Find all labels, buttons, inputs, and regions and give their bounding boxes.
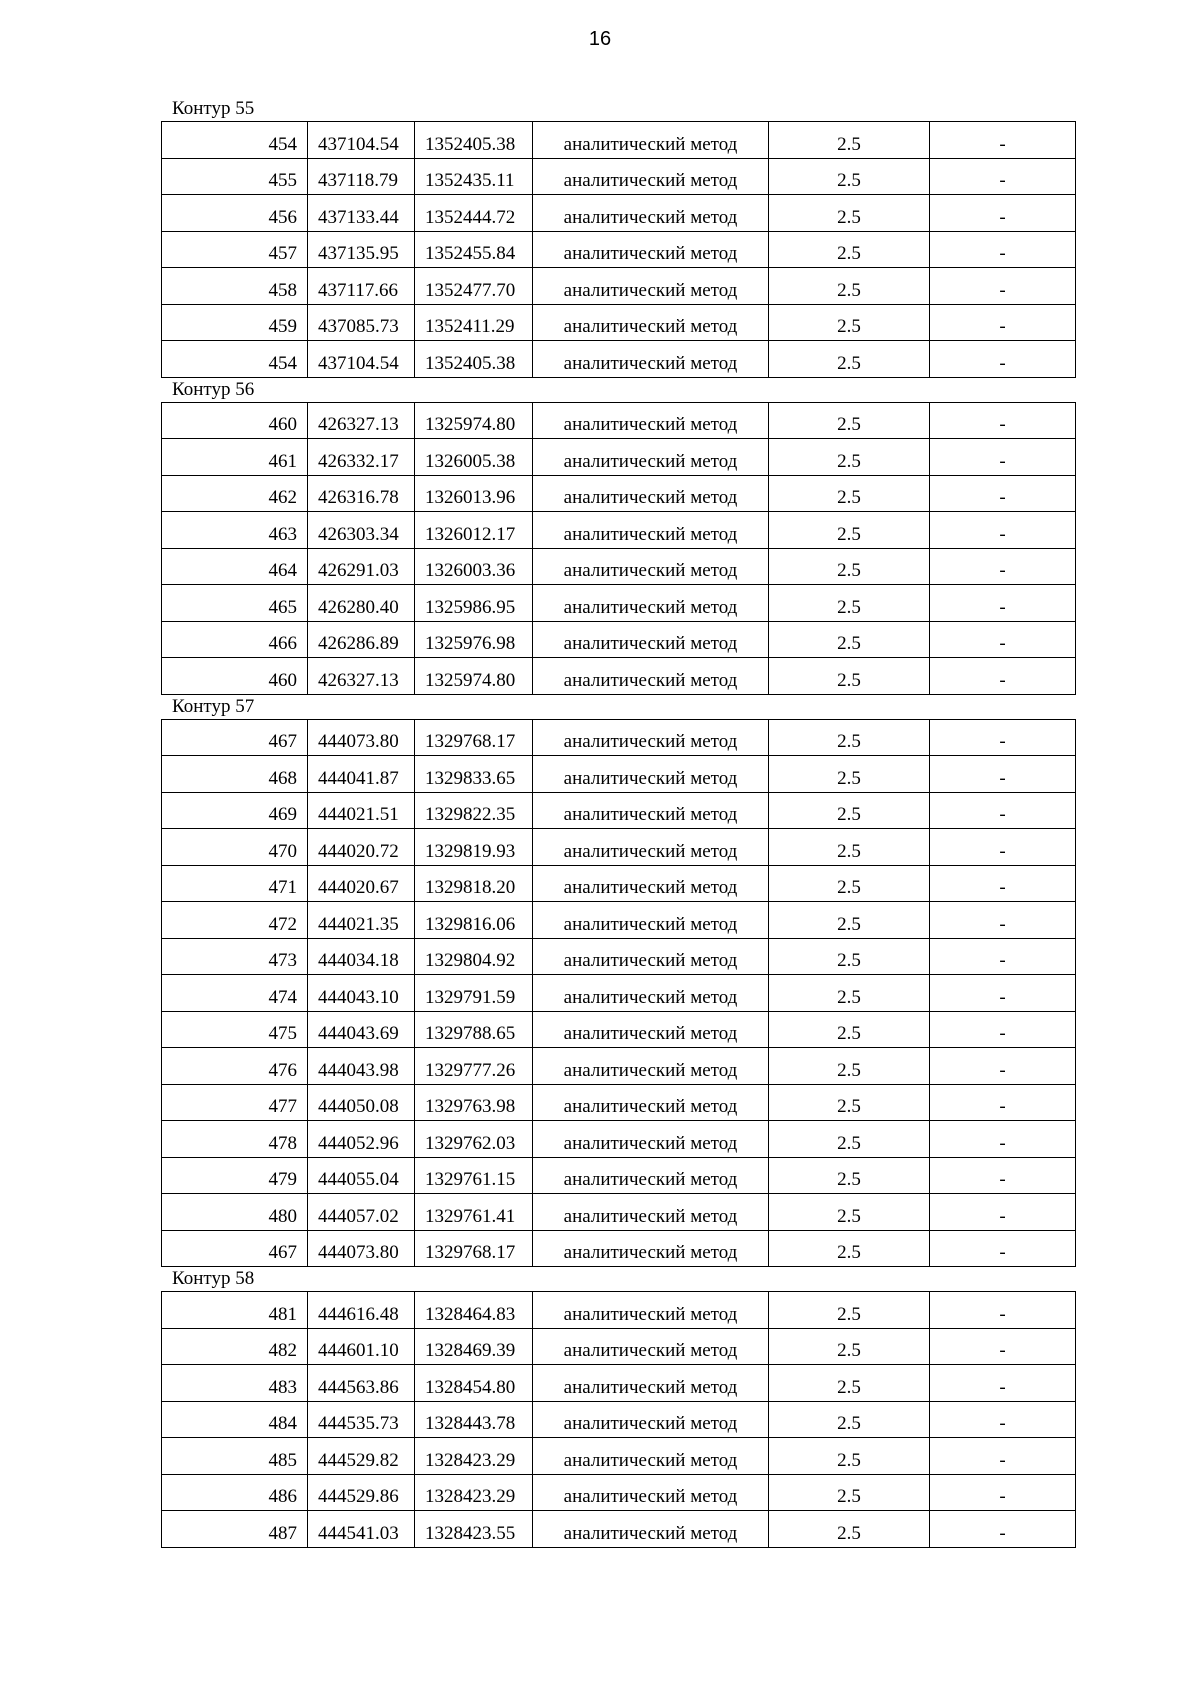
description-cell: - xyxy=(930,439,1076,476)
x-coordinate-cell: 426280.40 xyxy=(308,585,415,622)
point-number-cell: 467 xyxy=(162,719,308,756)
table-row xyxy=(162,902,1076,939)
method-cell: аналитический метод xyxy=(533,1474,769,1511)
table-row xyxy=(162,829,1076,866)
y-coordinate-cell: 1329761.15 xyxy=(415,1157,533,1194)
accuracy-cell: 2.5 xyxy=(769,719,930,756)
y-coordinate-cell: 1329816.06 xyxy=(415,902,533,939)
point-number-cell: 483 xyxy=(162,1365,308,1402)
y-coordinate-cell: 1325976.98 xyxy=(415,621,533,658)
section-title: Контур 56 xyxy=(172,378,255,400)
table-row xyxy=(162,439,1076,476)
y-coordinate-cell: 1329788.65 xyxy=(415,1011,533,1048)
table-row xyxy=(162,1084,1076,1121)
accuracy-cell: 2.5 xyxy=(769,658,930,695)
accuracy-cell: 2.5 xyxy=(769,865,930,902)
table-row xyxy=(162,402,1076,439)
table-row xyxy=(162,1438,1076,1475)
description-cell: - xyxy=(930,195,1076,232)
x-coordinate-cell: 444616.48 xyxy=(308,1292,415,1329)
x-coordinate-cell: 426286.89 xyxy=(308,621,415,658)
method-cell: аналитический метод xyxy=(533,585,769,622)
x-coordinate-cell: 444043.10 xyxy=(308,975,415,1012)
point-number-cell: 475 xyxy=(162,1011,308,1048)
x-coordinate-cell: 426303.34 xyxy=(308,512,415,549)
description-cell: - xyxy=(930,756,1076,793)
x-coordinate-cell: 444073.80 xyxy=(308,1230,415,1267)
point-number-cell: 469 xyxy=(162,792,308,829)
x-coordinate-cell: 437104.54 xyxy=(308,122,415,159)
accuracy-cell: 2.5 xyxy=(769,475,930,512)
method-cell: аналитический метод xyxy=(533,621,769,658)
x-coordinate-cell: 426332.17 xyxy=(308,439,415,476)
coordinates-table xyxy=(161,1291,1076,1548)
x-coordinate-cell: 437117.66 xyxy=(308,268,415,305)
accuracy-cell: 2.5 xyxy=(769,902,930,939)
point-number-cell: 470 xyxy=(162,829,308,866)
y-coordinate-cell: 1328469.39 xyxy=(415,1328,533,1365)
x-coordinate-cell: 426327.13 xyxy=(308,402,415,439)
document-body xyxy=(161,97,1075,1548)
point-number-cell: 482 xyxy=(162,1328,308,1365)
method-cell: аналитический метод xyxy=(533,792,769,829)
point-number-cell: 474 xyxy=(162,975,308,1012)
table-row xyxy=(162,938,1076,975)
y-coordinate-cell: 1329791.59 xyxy=(415,975,533,1012)
table-row xyxy=(162,548,1076,585)
y-coordinate-cell: 1326005.38 xyxy=(415,439,533,476)
method-cell: аналитический метод xyxy=(533,304,769,341)
accuracy-cell: 2.5 xyxy=(769,268,930,305)
description-cell: - xyxy=(930,1328,1076,1365)
method-cell: аналитический метод xyxy=(533,1328,769,1365)
method-cell: аналитический метод xyxy=(533,1011,769,1048)
description-cell: - xyxy=(930,1365,1076,1402)
contour-section xyxy=(161,378,1075,695)
table-row xyxy=(162,122,1076,159)
point-number-cell: 454 xyxy=(162,341,308,378)
description-cell: - xyxy=(930,1048,1076,1085)
table-row xyxy=(162,1194,1076,1231)
method-cell: аналитический метод xyxy=(533,902,769,939)
y-coordinate-cell: 1329768.17 xyxy=(415,1230,533,1267)
coordinates-table xyxy=(161,402,1076,695)
accuracy-cell: 2.5 xyxy=(769,1084,930,1121)
description-cell: - xyxy=(930,865,1076,902)
point-number-cell: 476 xyxy=(162,1048,308,1085)
table-row xyxy=(162,304,1076,341)
method-cell: аналитический метод xyxy=(533,439,769,476)
method-cell: аналитический метод xyxy=(533,1230,769,1267)
point-number-cell: 487 xyxy=(162,1511,308,1548)
accuracy-cell: 2.5 xyxy=(769,341,930,378)
point-number-cell: 465 xyxy=(162,585,308,622)
description-cell: - xyxy=(930,268,1076,305)
accuracy-cell: 2.5 xyxy=(769,304,930,341)
description-cell: - xyxy=(930,341,1076,378)
description-cell: - xyxy=(930,938,1076,975)
point-number-cell: 478 xyxy=(162,1121,308,1158)
x-coordinate-cell: 437135.95 xyxy=(308,231,415,268)
x-coordinate-cell: 444541.03 xyxy=(308,1511,415,1548)
description-cell: - xyxy=(930,1194,1076,1231)
point-number-cell: 467 xyxy=(162,1230,308,1267)
section-title: Контур 55 xyxy=(172,98,255,119)
point-number-cell: 460 xyxy=(162,658,308,695)
y-coordinate-cell: 1326012.17 xyxy=(415,512,533,549)
table-row xyxy=(162,195,1076,232)
accuracy-cell: 2.5 xyxy=(769,1157,930,1194)
description-cell: - xyxy=(930,1438,1076,1475)
y-coordinate-cell: 1325974.80 xyxy=(415,402,533,439)
description-cell: - xyxy=(930,158,1076,195)
description-cell: - xyxy=(930,829,1076,866)
method-cell: аналитический метод xyxy=(533,719,769,756)
accuracy-cell: 2.5 xyxy=(769,1438,930,1475)
method-cell: аналитический метод xyxy=(533,231,769,268)
y-coordinate-cell: 1326003.36 xyxy=(415,548,533,585)
description-cell: - xyxy=(930,621,1076,658)
method-cell: аналитический метод xyxy=(533,829,769,866)
contour-section xyxy=(161,97,1075,378)
description-cell: - xyxy=(930,1401,1076,1438)
y-coordinate-cell: 1328454.80 xyxy=(415,1365,533,1402)
point-number-cell: 458 xyxy=(162,268,308,305)
y-coordinate-cell: 1328423.55 xyxy=(415,1511,533,1548)
table-row xyxy=(162,1511,1076,1548)
accuracy-cell: 2.5 xyxy=(769,1401,930,1438)
point-number-cell: 468 xyxy=(162,756,308,793)
method-cell: аналитический метод xyxy=(533,1121,769,1158)
accuracy-cell: 2.5 xyxy=(769,938,930,975)
page-number: 16 xyxy=(588,28,612,50)
accuracy-cell: 2.5 xyxy=(769,1365,930,1402)
point-number-cell: 456 xyxy=(162,195,308,232)
table-row xyxy=(162,268,1076,305)
method-cell: аналитический метод xyxy=(533,341,769,378)
x-coordinate-cell: 437104.54 xyxy=(308,341,415,378)
x-coordinate-cell: 444601.10 xyxy=(308,1328,415,1365)
y-coordinate-cell: 1352435.11 xyxy=(415,158,533,195)
method-cell: аналитический метод xyxy=(533,1157,769,1194)
method-cell: аналитический метод xyxy=(533,1084,769,1121)
method-cell: аналитический метод xyxy=(533,1292,769,1329)
accuracy-cell: 2.5 xyxy=(769,122,930,159)
y-coordinate-cell: 1328464.83 xyxy=(415,1292,533,1329)
y-coordinate-cell: 1329763.98 xyxy=(415,1084,533,1121)
point-number-cell: 473 xyxy=(162,938,308,975)
x-coordinate-cell: 444021.51 xyxy=(308,792,415,829)
description-cell: - xyxy=(930,304,1076,341)
x-coordinate-cell: 444021.35 xyxy=(308,902,415,939)
contour-section xyxy=(161,695,1075,1268)
accuracy-cell: 2.5 xyxy=(769,1328,930,1365)
accuracy-cell: 2.5 xyxy=(769,195,930,232)
point-number-cell: 471 xyxy=(162,865,308,902)
y-coordinate-cell: 1329761.41 xyxy=(415,1194,533,1231)
point-number-cell: 464 xyxy=(162,548,308,585)
description-cell: - xyxy=(930,1121,1076,1158)
accuracy-cell: 2.5 xyxy=(769,231,930,268)
table-row xyxy=(162,231,1076,268)
table-row xyxy=(162,865,1076,902)
method-cell: аналитический метод xyxy=(533,1438,769,1475)
accuracy-cell: 2.5 xyxy=(769,1230,930,1267)
description-cell: - xyxy=(930,122,1076,159)
method-cell: аналитический метод xyxy=(533,1511,769,1548)
y-coordinate-cell: 1329822.35 xyxy=(415,792,533,829)
point-number-cell: 459 xyxy=(162,304,308,341)
table-row xyxy=(162,1011,1076,1048)
x-coordinate-cell: 444073.80 xyxy=(308,719,415,756)
method-cell: аналитический метод xyxy=(533,548,769,585)
description-cell: - xyxy=(930,1511,1076,1548)
x-coordinate-cell: 444529.86 xyxy=(308,1474,415,1511)
table-row xyxy=(162,1230,1076,1267)
table-row xyxy=(162,975,1076,1012)
y-coordinate-cell: 1325974.80 xyxy=(415,658,533,695)
method-cell: аналитический метод xyxy=(533,402,769,439)
description-cell: - xyxy=(930,792,1076,829)
table-row xyxy=(162,1401,1076,1438)
method-cell: аналитический метод xyxy=(533,195,769,232)
method-cell: аналитический метод xyxy=(533,158,769,195)
table-row xyxy=(162,719,1076,756)
description-cell: - xyxy=(930,475,1076,512)
method-cell: аналитический метод xyxy=(533,475,769,512)
description-cell: - xyxy=(930,585,1076,622)
description-cell: - xyxy=(930,512,1076,549)
method-cell: аналитический метод xyxy=(533,938,769,975)
y-coordinate-cell: 1329833.65 xyxy=(415,756,533,793)
table-row xyxy=(162,658,1076,695)
coordinates-table xyxy=(161,719,1076,1268)
y-coordinate-cell: 1352455.84 xyxy=(415,231,533,268)
x-coordinate-cell: 444043.98 xyxy=(308,1048,415,1085)
description-cell: - xyxy=(930,1474,1076,1511)
x-coordinate-cell: 444050.08 xyxy=(308,1084,415,1121)
x-coordinate-cell: 444057.02 xyxy=(308,1194,415,1231)
point-number-cell: 480 xyxy=(162,1194,308,1231)
accuracy-cell: 2.5 xyxy=(769,1048,930,1085)
x-coordinate-cell: 444563.86 xyxy=(308,1365,415,1402)
method-cell: аналитический метод xyxy=(533,268,769,305)
y-coordinate-cell: 1352477.70 xyxy=(415,268,533,305)
method-cell: аналитический метод xyxy=(533,122,769,159)
table-row xyxy=(162,1474,1076,1511)
accuracy-cell: 2.5 xyxy=(769,1011,930,1048)
point-number-cell: 479 xyxy=(162,1157,308,1194)
accuracy-cell: 2.5 xyxy=(769,1121,930,1158)
table-row xyxy=(162,792,1076,829)
point-number-cell: 484 xyxy=(162,1401,308,1438)
accuracy-cell: 2.5 xyxy=(769,548,930,585)
y-coordinate-cell: 1326013.96 xyxy=(415,475,533,512)
accuracy-cell: 2.5 xyxy=(769,585,930,622)
y-coordinate-cell: 1329768.17 xyxy=(415,719,533,756)
y-coordinate-cell: 1328443.78 xyxy=(415,1401,533,1438)
description-cell: - xyxy=(930,548,1076,585)
description-cell: - xyxy=(930,1011,1076,1048)
description-cell: - xyxy=(930,1157,1076,1194)
section-title: Контур 58 xyxy=(172,1268,255,1289)
x-coordinate-cell: 426291.03 xyxy=(308,548,415,585)
method-cell: аналитический метод xyxy=(533,1401,769,1438)
y-coordinate-cell: 1352405.38 xyxy=(415,341,533,378)
point-number-cell: 462 xyxy=(162,475,308,512)
accuracy-cell: 2.5 xyxy=(769,402,930,439)
description-cell: - xyxy=(930,1230,1076,1267)
description-cell: - xyxy=(930,719,1076,756)
table-row xyxy=(162,512,1076,549)
accuracy-cell: 2.5 xyxy=(769,158,930,195)
description-cell: - xyxy=(930,658,1076,695)
y-coordinate-cell: 1329762.03 xyxy=(415,1121,533,1158)
accuracy-cell: 2.5 xyxy=(769,975,930,1012)
table-row xyxy=(162,1048,1076,1085)
x-coordinate-cell: 444020.72 xyxy=(308,829,415,866)
x-coordinate-cell: 444529.82 xyxy=(308,1438,415,1475)
point-number-cell: 485 xyxy=(162,1438,308,1475)
x-coordinate-cell: 426327.13 xyxy=(308,658,415,695)
description-cell: - xyxy=(930,1084,1076,1121)
y-coordinate-cell: 1352405.38 xyxy=(415,122,533,159)
x-coordinate-cell: 444055.04 xyxy=(308,1157,415,1194)
y-coordinate-cell: 1325986.95 xyxy=(415,585,533,622)
accuracy-cell: 2.5 xyxy=(769,621,930,658)
x-coordinate-cell: 437118.79 xyxy=(308,158,415,195)
description-cell: - xyxy=(930,902,1076,939)
accuracy-cell: 2.5 xyxy=(769,792,930,829)
table-row xyxy=(162,1328,1076,1365)
x-coordinate-cell: 444052.96 xyxy=(308,1121,415,1158)
y-coordinate-cell: 1329818.20 xyxy=(415,865,533,902)
accuracy-cell: 2.5 xyxy=(769,1194,930,1231)
y-coordinate-cell: 1328423.29 xyxy=(415,1438,533,1475)
point-number-cell: 457 xyxy=(162,231,308,268)
x-coordinate-cell: 426316.78 xyxy=(308,475,415,512)
y-coordinate-cell: 1352411.29 xyxy=(415,304,533,341)
table-row xyxy=(162,585,1076,622)
accuracy-cell: 2.5 xyxy=(769,512,930,549)
table-row xyxy=(162,1157,1076,1194)
table-row xyxy=(162,756,1076,793)
point-number-cell: 455 xyxy=(162,158,308,195)
description-cell: - xyxy=(930,231,1076,268)
description-cell: - xyxy=(930,975,1076,1012)
table-row xyxy=(162,341,1076,378)
coordinates-table xyxy=(161,121,1076,378)
point-number-cell: 472 xyxy=(162,902,308,939)
table-row xyxy=(162,1365,1076,1402)
x-coordinate-cell: 444020.67 xyxy=(308,865,415,902)
table-row xyxy=(162,158,1076,195)
x-coordinate-cell: 437085.73 xyxy=(308,304,415,341)
point-number-cell: 460 xyxy=(162,402,308,439)
point-number-cell: 466 xyxy=(162,621,308,658)
description-cell: - xyxy=(930,402,1076,439)
point-number-cell: 481 xyxy=(162,1292,308,1329)
accuracy-cell: 2.5 xyxy=(769,756,930,793)
point-number-cell: 461 xyxy=(162,439,308,476)
point-number-cell: 463 xyxy=(162,512,308,549)
table-row xyxy=(162,1292,1076,1329)
x-coordinate-cell: 444043.69 xyxy=(308,1011,415,1048)
table-row xyxy=(162,621,1076,658)
x-coordinate-cell: 444535.73 xyxy=(308,1401,415,1438)
method-cell: аналитический метод xyxy=(533,975,769,1012)
method-cell: аналитический метод xyxy=(533,865,769,902)
y-coordinate-cell: 1329777.26 xyxy=(415,1048,533,1085)
x-coordinate-cell: 444034.18 xyxy=(308,938,415,975)
accuracy-cell: 2.5 xyxy=(769,1511,930,1548)
accuracy-cell: 2.5 xyxy=(769,1292,930,1329)
section-title: Контур 57 xyxy=(172,695,255,717)
method-cell: аналитический метод xyxy=(533,658,769,695)
table-row xyxy=(162,1121,1076,1158)
method-cell: аналитический метод xyxy=(533,1365,769,1402)
y-coordinate-cell: 1329819.93 xyxy=(415,829,533,866)
point-number-cell: 454 xyxy=(162,122,308,159)
x-coordinate-cell: 437133.44 xyxy=(308,195,415,232)
method-cell: аналитический метод xyxy=(533,512,769,549)
y-coordinate-cell: 1352444.72 xyxy=(415,195,533,232)
method-cell: аналитический метод xyxy=(533,756,769,793)
accuracy-cell: 2.5 xyxy=(769,439,930,476)
point-number-cell: 486 xyxy=(162,1474,308,1511)
table-row xyxy=(162,475,1076,512)
accuracy-cell: 2.5 xyxy=(769,829,930,866)
accuracy-cell: 2.5 xyxy=(769,1474,930,1511)
method-cell: аналитический метод xyxy=(533,1048,769,1085)
point-number-cell: 477 xyxy=(162,1084,308,1121)
contour-section xyxy=(161,1267,1075,1548)
x-coordinate-cell: 444041.87 xyxy=(308,756,415,793)
y-coordinate-cell: 1328423.29 xyxy=(415,1474,533,1511)
y-coordinate-cell: 1329804.92 xyxy=(415,938,533,975)
method-cell: аналитический метод xyxy=(533,1194,769,1231)
description-cell: - xyxy=(930,1292,1076,1329)
